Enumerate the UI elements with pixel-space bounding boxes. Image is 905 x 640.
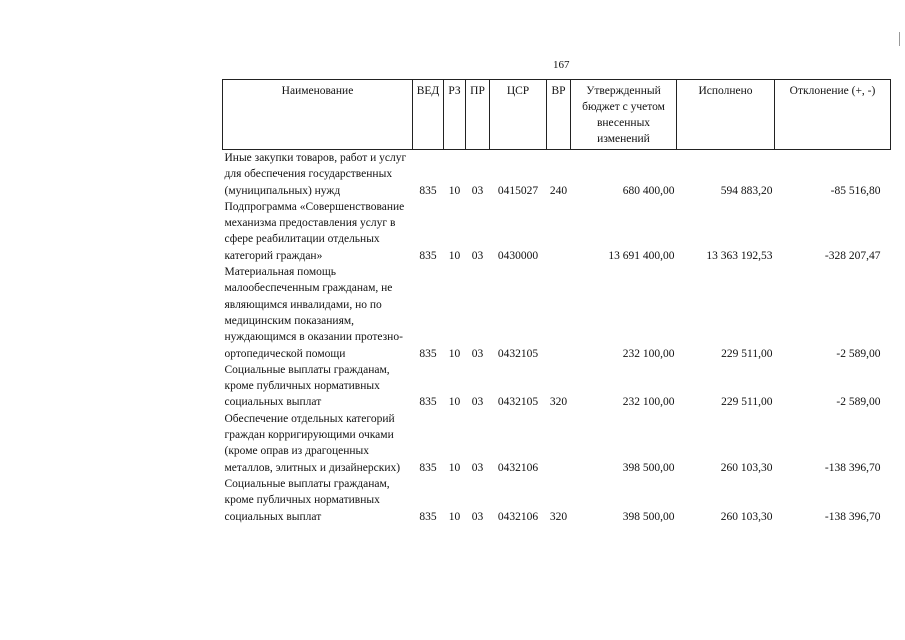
row-deviation-cell: -138 396,70 <box>824 461 881 474</box>
row-approved-cell: 13 691 400,00 <box>608 249 675 262</box>
header-rz: РЗ <box>444 80 466 150</box>
page-number: 167 <box>553 59 570 71</box>
row-csr-cell: 0432106 <box>497 510 539 523</box>
row-name-cell: Иные закупки товаров, работ и услуг для обеспечения государственных (муниципальных) нужд <box>224 152 407 197</box>
row-executed-cell: 594 883,20 <box>720 184 773 197</box>
row-executed-cell: 260 103,30 <box>720 510 773 523</box>
row-executed-cell: 229 511,00 <box>721 396 773 409</box>
row-name-cell: Социальные выплаты гражданам, кроме публичных нормативных социальных выплат <box>224 477 390 523</box>
row-rz-cell: 10 <box>448 510 461 523</box>
row-deviation-cell: -85 516,80 <box>830 184 881 197</box>
row-approved-cell: 398 500,00 <box>622 510 675 523</box>
row-ved-cell: 835 <box>419 249 437 262</box>
row-csr-cell: 0432106 <box>497 461 539 474</box>
row-name-cell: Социальные выплаты гражданам, кроме публичных нормативных социальных выплат <box>224 363 390 409</box>
scan-edge-mark <box>899 32 900 46</box>
table-row <box>223 264 891 362</box>
row-deviation-cell: -2 589,00 <box>836 396 881 409</box>
header-vr: ВР <box>547 80 571 150</box>
row-ved-cell: 835 <box>419 510 437 523</box>
table-header-row <box>223 80 891 150</box>
row-pr-cell: 03 <box>471 347 484 360</box>
row-approved-cell: 232 100,00 <box>622 347 675 360</box>
row-pr-cell: 03 <box>471 510 484 523</box>
row-pr-cell: 03 <box>471 184 484 197</box>
table-row <box>223 411 891 476</box>
header-executed: Исполнено <box>677 80 775 150</box>
row-name-cell: Подпрограмма «Совершенствование механизма предоставления услуг в сфере реабилитации отдельных категорий граждан» <box>224 200 405 262</box>
row-rz-cell: 10 <box>448 184 461 197</box>
budget-table <box>222 79 891 525</box>
row-pr-cell: 03 <box>471 396 484 409</box>
row-pr-cell: 03 <box>471 249 484 262</box>
row-approved-cell: 232 100,00 <box>622 396 675 409</box>
row-approved-cell: 398 500,00 <box>622 461 675 474</box>
header-approved: Утвержденный бюджет с учетом внесенных изменений <box>571 80 677 150</box>
table-row <box>223 362 891 411</box>
row-rz-cell: 10 <box>448 249 461 262</box>
row-executed-cell: 229 511,00 <box>721 347 773 360</box>
row-deviation-cell: -328 207,47 <box>824 249 881 262</box>
header-name: Наименование <box>223 80 413 150</box>
row-ved-cell: 835 <box>419 396 437 409</box>
table-body <box>223 150 891 525</box>
table-row <box>223 150 891 199</box>
row-ved-cell: 835 <box>419 461 437 474</box>
row-ved-cell: 835 <box>419 184 437 197</box>
row-rz-cell: 10 <box>448 347 461 360</box>
row-name-cell: Обеспечение отдельных категорий граждан корригирующими очками (кроме оправ из драгоценных металлов, элитных и дизайнерских) <box>224 412 401 474</box>
row-csr-cell: 0430000 <box>497 249 539 262</box>
row-vr-cell: 320 <box>549 396 568 409</box>
row-csr-cell: 0415027 <box>497 184 539 197</box>
row-csr-cell: 0432105 <box>497 396 539 409</box>
row-approved-cell: 680 400,00 <box>622 184 675 197</box>
row-rz-cell: 10 <box>448 461 461 474</box>
row-vr-cell: 320 <box>549 510 568 523</box>
row-vr-cell <box>547 411 571 476</box>
row-name-cell: Материальная помощь малообеспеченным гражданам, не являющимся инвалидами, но по медицинским показаниям, нуждающимся в оказании протезно-ортопедической помощи <box>224 266 403 360</box>
row-vr-cell: 240 <box>549 184 568 197</box>
header-deviation: Отклонение (+, -) <box>775 80 891 150</box>
header-ved: ВЕД <box>413 80 444 150</box>
row-pr-cell: 03 <box>471 461 484 474</box>
table-row <box>223 199 891 264</box>
row-executed-cell: 13 363 192,53 <box>706 249 773 262</box>
row-csr-cell: 0432105 <box>497 347 539 360</box>
table-row <box>223 476 891 525</box>
row-rz-cell: 10 <box>448 396 461 409</box>
row-deviation-cell: -138 396,70 <box>824 510 881 523</box>
header-csr: ЦСР <box>490 80 547 150</box>
row-executed-cell: 260 103,30 <box>720 461 773 474</box>
row-deviation-cell: -2 589,00 <box>836 347 881 360</box>
row-vr-cell <box>547 199 571 264</box>
row-vr-cell <box>547 264 571 362</box>
header-pr: ПР <box>466 80 490 150</box>
row-ved-cell: 835 <box>419 347 437 360</box>
